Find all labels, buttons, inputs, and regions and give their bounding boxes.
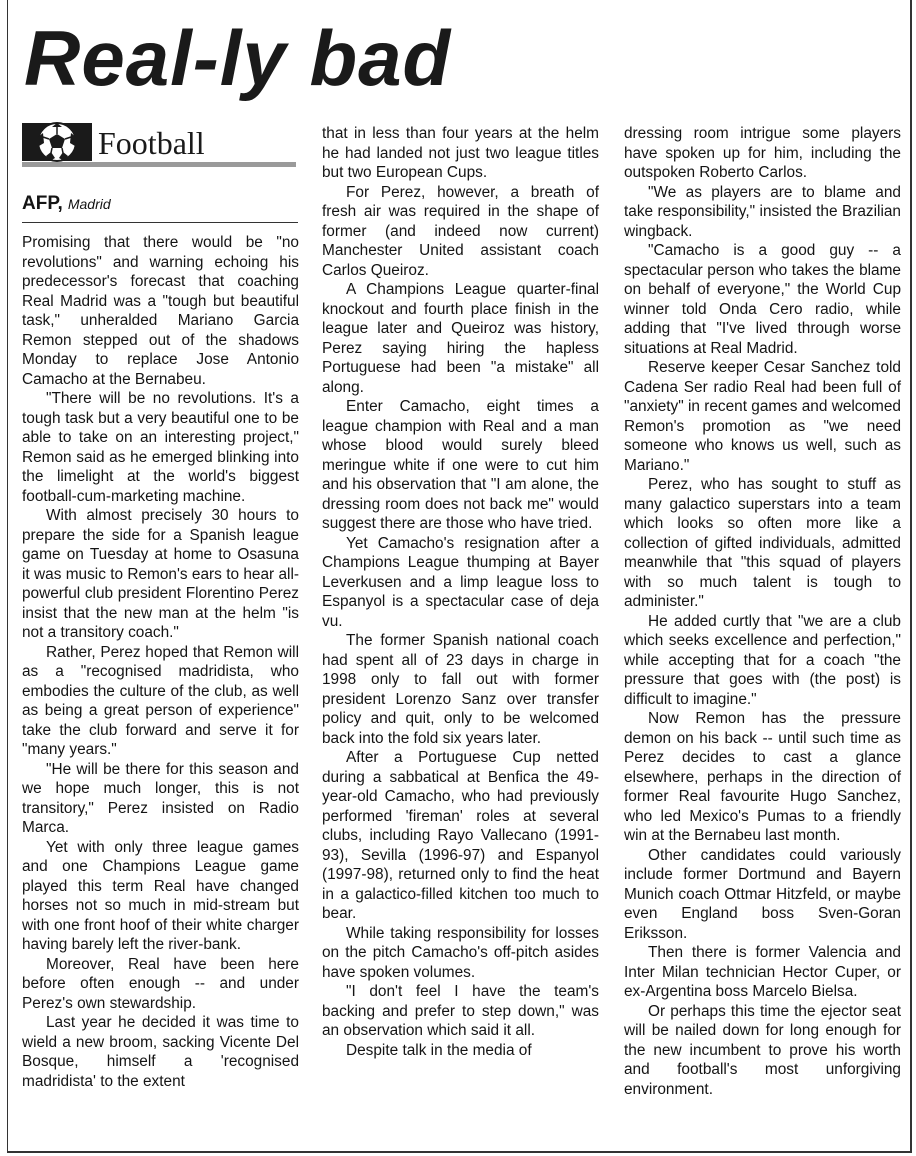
paragraph: Enter Camacho, eight times a league champion with Real and a man whose blood would surely bleed meringue white if one were to cut him and his observation that "I am alone, the dressing room does not back me" would suggest there are those who have tried.: [322, 398, 599, 532]
paragraph: dressing room intrigue some players have spoken up for him, including the outspoken Roberto Carlos.: [624, 125, 901, 181]
byline-agency: AFP,: [22, 193, 63, 214]
paragraph: that in less than four years at the helm he had landed not just two league titles but two European Cups.: [322, 125, 599, 181]
section-header: [22, 121, 296, 167]
paragraph: Other candidates could variously include former Dortmund and Bayern Munich coach Ottmar Hitzfeld, or maybe even England boss Sven-Goran Eriksson.: [624, 846, 901, 942]
paragraph: "I don't feel I have the team's backing and prefer to step down," was an observation which said it all.: [322, 983, 599, 1039]
paragraph: Then there is former Valencia and Inter Milan technician Hector Cuper, or ex-Argentina boss Marcelo Bielsa.: [624, 944, 901, 1000]
paragraph: Reserve keeper Cesar Sanchez told Cadena Ser radio Real had been full of "anxiety" in recent games and welcomed Remon's promotion as "we need someone who knows us well, such as Mariano.": [624, 359, 901, 474]
byline: [22, 191, 298, 223]
paragraph: Rather, Perez hoped that Remon will as a "recognised madridista, who embodies the culture of the club, as well as being a great person of experience" take the club forward and serve it for "many years.": [22, 643, 299, 758]
paragraph: Yet with only three league games and one Champions League game played this term Real have changed horses not so much in mid-stream but with one front hoof of their white charger having barely left the river-bank.: [22, 838, 299, 953]
paragraph: "We as players are to blame and take responsibility," insisted the Brazilian wingback.: [624, 183, 901, 240]
paragraph: Perez, who has sought to stuff as many galactico superstars into a team which looks so often more like a collection of gifted individuals, admitted meanwhile that "this squad of players with so much talent is tough to administer.": [624, 476, 901, 610]
paragraph: He added curtly that "we are a club which seeks excellence and perfection," while accepting that for a coach "the pressure that goes with (the post) is difficult to imagine.": [624, 612, 901, 708]
paragraph: Or perhaps this time the ejector seat will be nailed down for long enough for the new incumbent to prove his worth and football's most unforgiving environment.: [624, 1002, 901, 1098]
paragraph: "Camacho is a good guy -- a spectacular person who takes the blame on behalf of everyone," the World Cup winner told Onda Cero radio, while adding that "I've lived through worse situations at Real Madrid.: [624, 242, 901, 357]
section-label: Football: [98, 125, 205, 161]
article-column-2: [322, 124, 599, 1060]
paragraph: A Champions League quarter-final knockout and fourth place finish in the league later and Queiroz was history, Perez saying hiring the hapless Portuguese had been "a mistake" all along.: [322, 281, 599, 396]
headline: Real-ly bad: [24, 14, 452, 102]
paragraph: Moreover, Real have been here before often enough -- and under Perez's own stewardship.: [22, 955, 299, 1012]
article-column-1: [22, 233, 299, 1091]
paragraph: For Perez, however, a breath of fresh air was required in the shape of former (and indeed now current) Manchester United assistant coach Carlos Queiroz.: [322, 183, 599, 279]
byline-place: Madrid: [67, 196, 111, 212]
article-column-3: [624, 124, 901, 1099]
paragraph: Despite talk in the media of: [346, 1041, 532, 1059]
paragraph: Yet Camacho's resignation after a Champions League thumping at Bayer Leverkusen and a limp league loss to Espanyol is a spectacular case of deja vu.: [322, 534, 599, 630]
paragraph: Last year he decided it was time to wield a new broom, sacking Vicente Del Bosque, himself a 'recognised madridista' to the extent: [22, 1014, 299, 1090]
paragraph: Now Remon has the pressure demon on his back -- until such time as Perez decides to cast a glance elsewhere, perhaps in the direction of former Real favourite Hugo Sanchez, who led Mexico's Pumas to a friendly win at the Bernabeu last month.: [624, 710, 901, 844]
paragraph: With almost precisely 30 hours to prepare the side for a Spanish league game on Tuesday at home to Osasuna it was music to Remon's ears to hear all-powerful club president Florentino Perez insist that the new man at the helm "is not a transitory coach.": [22, 507, 299, 641]
football-icon: [22, 121, 92, 163]
paragraph: After a Portuguese Cup netted during a sabbatical at Benfica the 49-year-old Camacho, who had previously performed 'fireman' roles at several clubs, including Rayo Vallecano (1991-93), Sevilla (1996-97) and Espanyol (1997-98), returned only to find the heat in a galactico-filled kitchen too much to bear.: [322, 749, 599, 922]
paragraph: The former Spanish national coach had spent all of 23 days in charge in 1998 only to fall out with former president Lorenzo Sanz over transfer policy and quit, only to be welcomed back into the fold six years later.: [322, 632, 599, 747]
paragraph: Promising that there would be "no revolutions" and warning echoing his predecessor's forecast that coaching Real Madrid was a "tough but beautiful task," unheralded Mariano Garcia Remon stepped out of the shadows Monday to replace Jose Antonio Camacho at the Bernabeu.: [22, 234, 299, 388]
paragraph: While taking responsibility for losses on the pitch Camacho's off-pitch asides have spoken volumes.: [322, 924, 599, 981]
paragraph: "He will be there for this season and we hope much longer, this is not transitory," Perez insisted on Radio Marca.: [22, 760, 299, 836]
paragraph: "There will be no revolutions. It's a tough task but a very beautiful one to be able to take on an interesting project," Remon said as he emerged blinking into the limelight at the world's biggest football-cum-marketing machine.: [22, 390, 299, 505]
